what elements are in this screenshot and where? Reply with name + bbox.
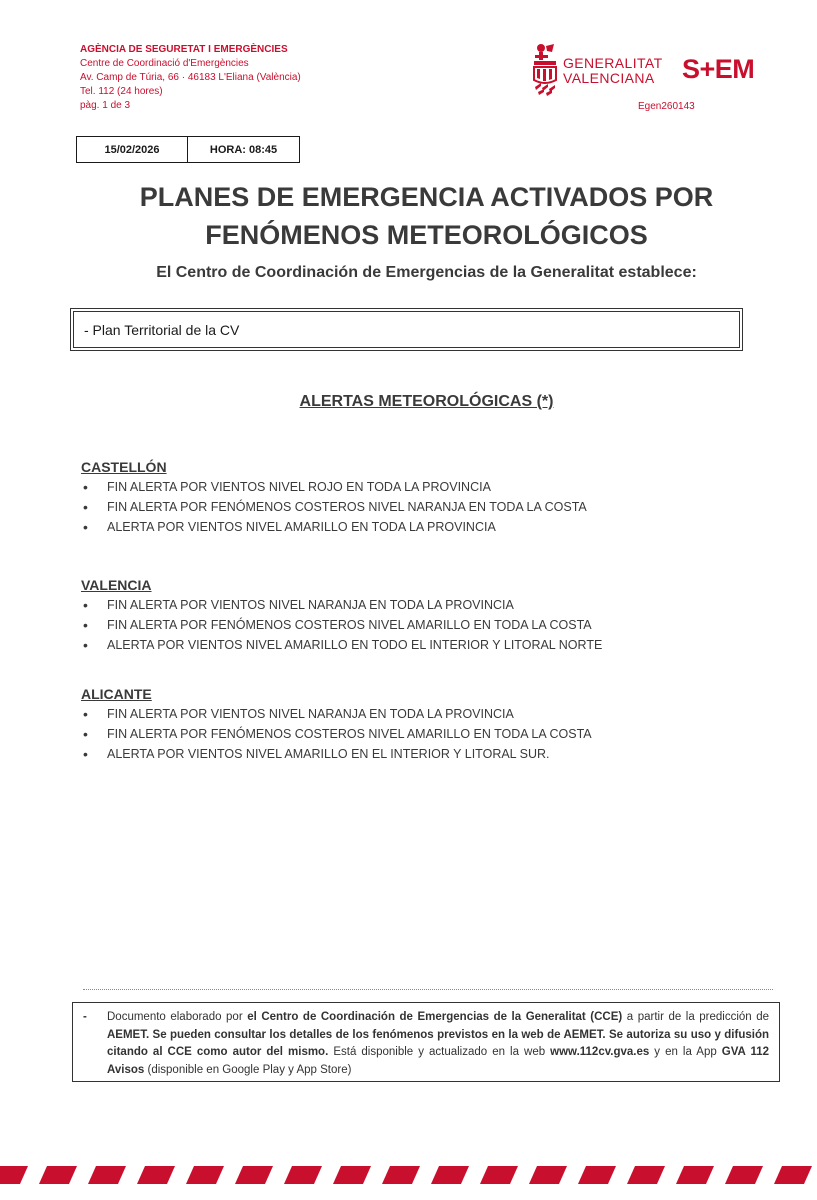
alert-item: • FIN ALERTA POR FENÓMENOS COSTEROS NIVEL NARANJA EN TODA LA COSTA — [81, 497, 781, 517]
red-stripe-band — [0, 1164, 817, 1186]
alerts-title: ALERTAS METEOROLÓGICAS (*) — [299, 393, 554, 410]
footnote-text: (disponible en Google Play y App Store) — [144, 1063, 352, 1076]
logos — [532, 42, 772, 98]
stripe-segment — [480, 1166, 518, 1184]
stripe-segment — [676, 1166, 714, 1184]
footnote-text: Documento elaborado por — [107, 1011, 248, 1023]
title-line2: FENÓMENOS METEOROLÓGICOS — [205, 220, 648, 250]
sem-logo: S+EM — [682, 54, 755, 84]
plan-text: - Plan Territorial de la CV — [73, 311, 740, 348]
region-alicante — [81, 684, 781, 764]
region-name: ALICANTE — [81, 686, 152, 702]
alert-item: • FIN ALERTA POR FENÓMENOS COSTEROS NIVEL AMARILLO EN TODA LA COSTA — [81, 724, 781, 744]
gv-line2: VALENCIANA — [563, 70, 655, 86]
footnote-text: y en la App — [649, 1046, 722, 1058]
footnote-bold: GVA 112 Avisos — [107, 1046, 770, 1076]
plan-box — [70, 308, 743, 351]
generalitat-shield-icon — [532, 42, 558, 96]
stripe-segment — [0, 1166, 28, 1184]
stripe-segment — [235, 1166, 273, 1184]
page-title — [70, 178, 783, 254]
stripe-segment — [333, 1166, 371, 1184]
footnote-text: a partir de la predicción de — [622, 1011, 770, 1023]
alert-item: • ALERTA POR VIENTOS NIVEL AMARILLO EN TODA LA PROVINCIA — [81, 517, 781, 537]
date-time-box — [76, 136, 300, 163]
stripe-segment — [137, 1166, 175, 1184]
stripe-segment — [529, 1166, 567, 1184]
region-name: VALENCIA — [81, 577, 152, 593]
alert-list — [81, 704, 781, 764]
footnote-bold: el Centro de Coordinación de Emergencias de la Generalitat (CCE) — [247, 1011, 623, 1023]
divider — [83, 989, 773, 990]
agency-name: AGÈNCIA DE SEGURETAT I EMERGÈNCIES — [80, 44, 288, 55]
agency-address: Av. Camp de Túria, 66 · 46183 L'Eliana (València) — [80, 72, 301, 83]
title-line1: PLANES DE EMERGENCIA ACTIVADOS POR — [139, 182, 714, 212]
stripe-segment — [578, 1166, 616, 1184]
agency-block — [80, 43, 301, 113]
footnote-dash: - — [83, 1011, 87, 1023]
stripe-segment — [39, 1166, 77, 1184]
footnote-link[interactable]: www.112cv.gva.es — [550, 1046, 650, 1058]
region-name: CASTELLÓN — [81, 459, 167, 475]
stripe-segment — [431, 1166, 469, 1184]
footnote-box — [72, 1002, 780, 1082]
alert-item: • FIN ALERTA POR VIENTOS NIVEL ROJO EN TODA LA PROVINCIA — [81, 477, 781, 497]
time-value: HORA: 08:45 — [209, 143, 278, 156]
alert-item: • FIN ALERTA POR VIENTOS NIVEL NARANJA EN TODA LA PROVINCIA — [81, 595, 781, 615]
alert-item: • FIN ALERTA POR FENÓMENOS COSTEROS NIVEL AMARILLO EN TODA LA COSTA — [81, 615, 781, 635]
generalitat-wordmark — [563, 56, 663, 86]
centre-name: Centre de Coordinació d'Emergències — [80, 58, 249, 69]
alert-list — [81, 595, 781, 655]
gv-line1: GENERALITAT — [563, 55, 663, 71]
region-castellon — [81, 457, 781, 537]
stripe-segment — [88, 1166, 126, 1184]
stripe-segment — [382, 1166, 420, 1184]
footnote-text: Está disponible y actualizado en la web — [328, 1046, 551, 1058]
stripe-segment — [774, 1166, 812, 1184]
stripe-segment — [725, 1166, 763, 1184]
stripe-segment — [284, 1166, 322, 1184]
alert-item: • ALERTA POR VIENTOS NIVEL AMARILLO EN TODO EL INTERIOR Y LITORAL NORTE — [81, 635, 781, 655]
stripe-segment — [186, 1166, 224, 1184]
page-subtitle: El Centro de Coordinación de Emergencias de la Generalitat establece: — [156, 264, 697, 281]
date-value: 15/02/2026 — [77, 137, 188, 162]
region-valencia — [81, 575, 781, 655]
agency-phone: Tel. 112 (24 hores) — [80, 86, 163, 97]
alert-item: • FIN ALERTA POR VIENTOS NIVEL NARANJA EN TODA LA PROVINCIA — [81, 704, 781, 724]
reference-code: Egen260143 — [638, 101, 695, 112]
stripe-segment — [627, 1166, 665, 1184]
alert-list — [81, 477, 781, 537]
footnote-bold: AEMET. Se pueden consultar los detalles de los fenómenos previstos en la web de AEMET. Se autoriza su uso y difusión citando al CCE como autor del mismo. — [107, 1028, 769, 1058]
alert-item: • ALERTA POR VIENTOS NIVEL AMARILLO EN EL INTERIOR Y LITORAL SUR. — [81, 744, 781, 764]
page-indicator: pàg. 1 de 3 — [80, 100, 131, 111]
